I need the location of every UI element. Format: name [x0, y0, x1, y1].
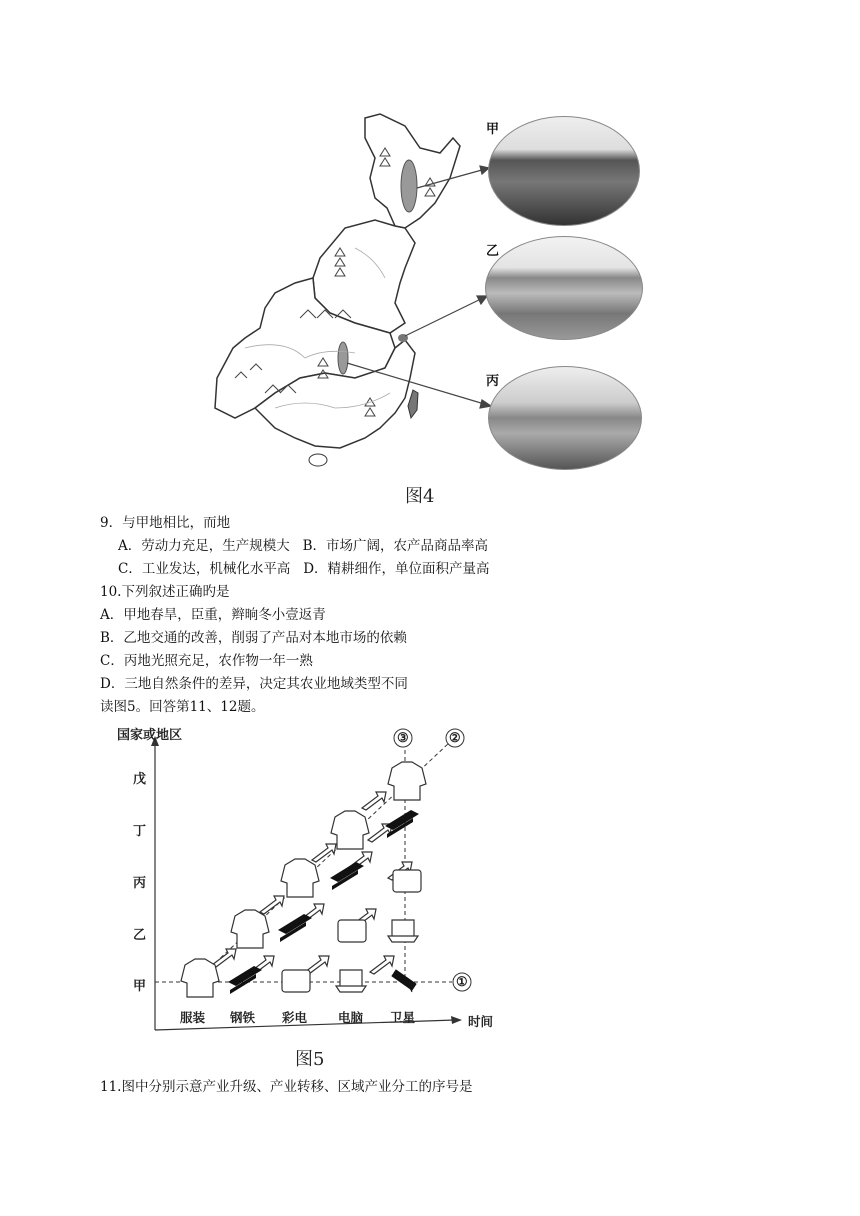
y-axis-label: 国家或地区: [117, 727, 183, 742]
x-tick-clothing: 服装: [180, 1011, 206, 1025]
steel-icon: [385, 810, 419, 838]
laptop-icon: [388, 920, 418, 942]
area-bing: [338, 342, 348, 374]
photo-yi-dairy-farm: [485, 236, 643, 340]
jacket-icon: [181, 959, 219, 997]
marker-3: ③: [397, 730, 409, 745]
industry-transfer-diagram: [100, 720, 520, 1060]
q11-stem: 11.图中分别示意产业升级、产业转移、区域产业分工的序号是: [100, 1079, 473, 1095]
tv-icon: [338, 920, 366, 942]
q10-option-b: B．乙地交通的改善，削弱了产品对本地市场的依赖: [100, 630, 407, 646]
label-yi: 乙: [486, 243, 500, 258]
photo-bing-rice-paddies: [488, 366, 642, 470]
steel-icon: [278, 914, 312, 942]
area-jia: [401, 160, 417, 212]
tv-icon: [282, 970, 310, 992]
steel-icon: [228, 966, 262, 994]
marker-2: ②: [449, 730, 461, 745]
x-tick-satellite: 卫星: [390, 1011, 416, 1025]
x-tick-steel: 钢铁: [230, 1011, 256, 1025]
q9-options-line2: C．工业发达，机械化水平高 D．精耕细作，单位面积产量高: [118, 561, 490, 577]
y-tick-ding: 丁: [133, 823, 147, 838]
figure5-intro: 读图5。回答第11、12题。: [100, 699, 265, 715]
q10-option-a: A．甲地春旱，臣重，辫晌冬小壹返青: [100, 607, 326, 623]
jacket-icon: [331, 811, 369, 849]
q10-option-c: C．丙地光照充足，农作物一年一熟: [100, 653, 313, 669]
y-tick-wu: 戊: [133, 771, 147, 786]
laptop-icon: [336, 970, 366, 992]
q10-option-d: D．三地自然条件的差异，决定其农业地域类型不同: [100, 676, 408, 692]
q9-options-line1: A．劳动力充足，生产规模大 B．市场广阔，农产品商品率高: [118, 538, 489, 554]
steel-icon: [330, 862, 364, 890]
x-axis-label: 时间: [468, 1015, 494, 1029]
label-bing: 丙: [486, 373, 500, 388]
jacket-icon: [388, 762, 426, 800]
figure-5: [100, 720, 520, 1060]
jacket-icon: [281, 859, 319, 897]
label-jia: 甲: [486, 121, 500, 136]
marker-1: ①: [456, 974, 468, 989]
q9-stem: 9．与甲地相比，而地: [100, 515, 231, 531]
figure-4-caption: 图4: [405, 486, 435, 507]
satellite-icon: [392, 970, 416, 992]
photo-jia-wheat-field: [488, 116, 640, 226]
y-tick-bing: 丙: [133, 875, 147, 890]
figure-4: [205, 108, 650, 508]
y-tick-yi: 乙: [133, 927, 147, 942]
x-tick-computer: 电脑: [338, 1011, 364, 1025]
map-hainan: [309, 454, 327, 466]
figure-5-caption: 图5: [295, 1049, 325, 1070]
jacket-icon: [231, 910, 269, 948]
map-taiwan: [408, 390, 418, 418]
q10-stem: 10.下列叙述正确旳是: [100, 584, 230, 600]
x-tick-tv: 彩电: [282, 1011, 308, 1025]
tv-icon: [393, 870, 421, 892]
y-tick-jia: 甲: [133, 978, 147, 993]
